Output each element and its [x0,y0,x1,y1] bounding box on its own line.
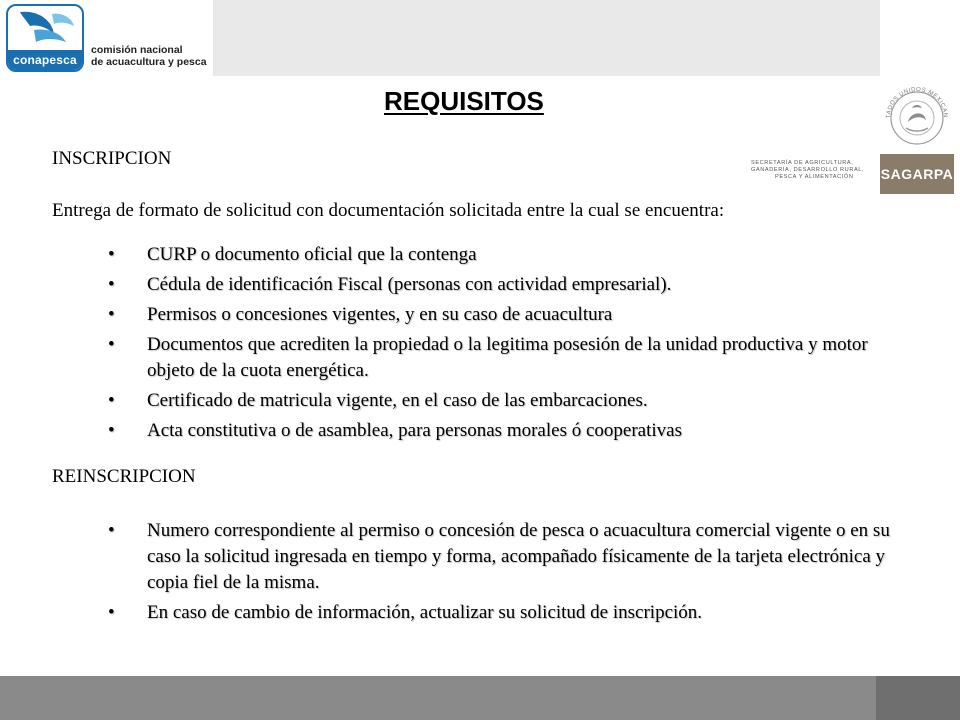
mexico-seal-icon [880,82,954,148]
logo-line-2: de acuacultura y pesca [91,56,207,68]
sagarpa-line-3: PESCA Y ALIMENTACIÓN [775,174,854,180]
inscripcion-intro: Entrega de formato de solicitud con documentación solicitada entre la cual se encuentra: [52,200,725,221]
inscripcion-item [108,418,912,444]
page-title: REQUISITOS [384,86,544,116]
reinscripcion-heading: REINSCRIPCION [52,466,196,487]
reinscripcion-item-text: Numero correspondiente al permiso o concesión de pesca o acuacultura comercial vigente o en su caso la solicitud ingresada en tiempo y forma, acompañado físicamente de la tarjeta electrónica y copia fiel de la misma. [147,520,890,593]
inscripcion-item-text: Cédula de identificación Fiscal (personas con actividad empresarial). [147,274,672,295]
inscripcion-item [108,388,912,414]
header-band [213,0,880,76]
bullet-icon: • [108,420,115,441]
inscripcion-item [108,272,912,298]
reinscripcion-item [108,600,912,626]
inscripcion-item-text: Documentos que acrediten la propiedad o la legitima posesión de la unidad productiva y motor objeto de la cuota energética. [147,334,868,381]
bullet-icon: • [108,274,115,295]
sagarpa-line-2: GANADERÍA, DESARROLLO RURAL, [751,167,865,173]
bullet-icon: • [108,520,115,541]
sagarpa-line-1: SECRETARÍA DE AGRICULTURA, [751,160,854,166]
inscripcion-list [52,242,912,444]
svg-text:ESTADOS UNIDOS MEXICANOS [880,82,948,118]
logo-caption [91,44,207,68]
reinscripcion-item-text: En caso de cambio de información, actualizar su solicitud de inscripción. [147,602,703,623]
header-band-right [880,0,960,76]
conapesca-logo [0,0,213,76]
inscripcion-item-text: Acta constitutiva o de asamblea, para personas morales ó cooperativas [147,420,682,441]
inscripcion-item-text: Certificado de matricula vigente, en el caso de las embarcaciones. [147,390,648,411]
bullet-icon: • [108,390,115,411]
inscripcion-heading: INSCRIPCION [52,148,172,169]
fish-icon [8,6,82,54]
inscripcion-item [108,332,912,384]
logo-word: conapesca [8,50,82,70]
inscripcion-item [108,302,912,328]
footer-band-right [876,676,960,720]
bullet-icon: • [108,244,115,265]
sagarpa-badge: SAGARPA [880,154,954,194]
inscripcion-item-text: Permisos o concesiones vigentes, y en su caso de acuacultura [147,304,613,325]
bullet-icon: • [108,334,115,355]
bullet-icon: • [108,304,115,325]
logo-line-1: comisión nacional [91,44,183,56]
reinscripcion-item [108,518,912,596]
inscripcion-item-text: CURP o documento oficial que la contenga [147,244,477,265]
reinscripcion-list [52,518,912,626]
footer-band [0,676,876,720]
bullet-icon: • [108,602,115,623]
conapesca-logo-frame [6,4,84,72]
inscripcion-item [108,242,912,268]
requirements-content [52,146,912,630]
seal-text: TADOS UNIDOS MEXICAN [885,86,949,119]
